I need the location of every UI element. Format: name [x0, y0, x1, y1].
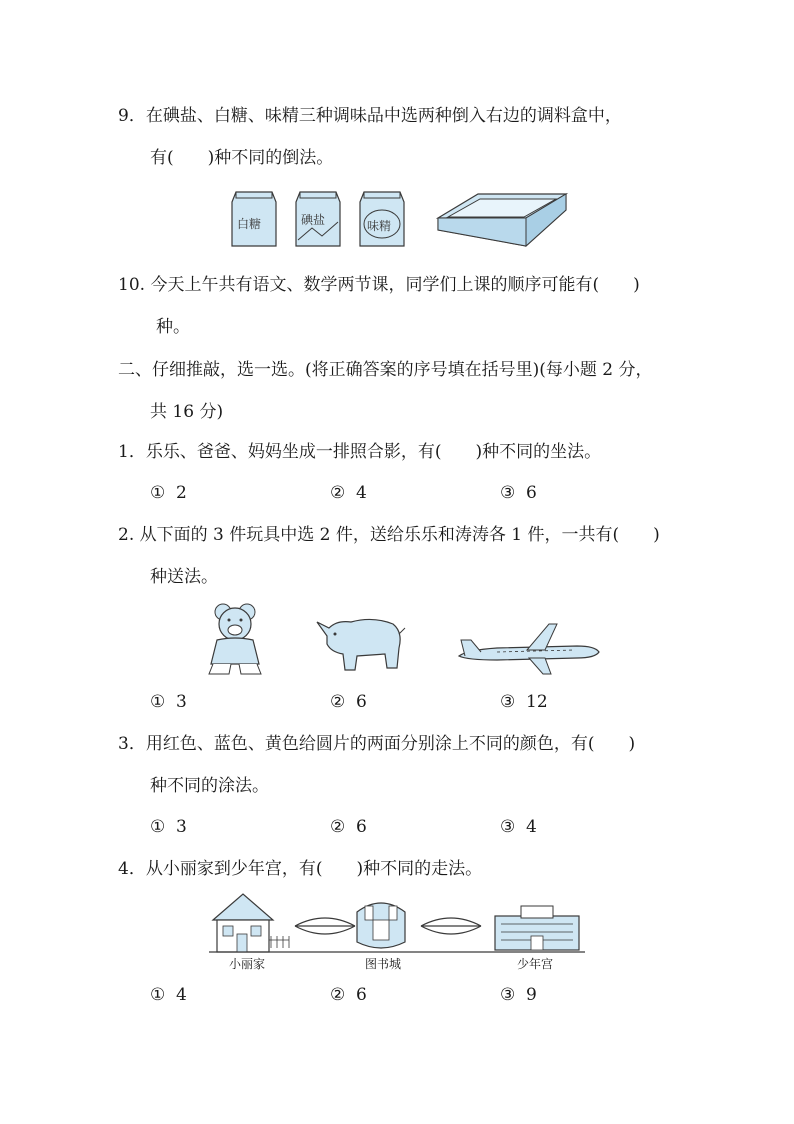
option-mark: ③ — [500, 817, 516, 837]
option-mark: ① — [150, 985, 166, 1005]
section2-heading-line1: 二、仔细推敲，选一选。(将正确答案的序号填在括号里)(每小题 2 分， — [118, 360, 653, 380]
bag-label-salt: 碘盐 — [301, 213, 326, 227]
option-value: 4 — [176, 985, 187, 1005]
s2q2-option-2 — [330, 691, 367, 713]
option-mark: ② — [330, 483, 346, 503]
youth-palace-image — [495, 906, 579, 950]
seasoning-tray-image — [438, 194, 566, 246]
option-value: 6 — [526, 483, 537, 503]
section2-heading-line2: 共 16 分) — [150, 402, 224, 422]
s2q3-option-3 — [500, 816, 537, 838]
s2q2-option-3 — [500, 691, 548, 713]
option-mark: ② — [330, 817, 346, 837]
rhino-toy-image — [317, 619, 405, 670]
bear-toy-image — [209, 604, 261, 674]
option-mark: ① — [150, 483, 166, 503]
option-mark: ① — [150, 692, 166, 712]
option-value: 6 — [356, 692, 367, 712]
s2q4-option-3 — [500, 984, 537, 1006]
option-value: 2 — [176, 483, 187, 503]
option-value: 12 — [526, 692, 548, 712]
airplane-toy-image — [459, 624, 599, 674]
bag-label-sugar: 白糖 — [237, 217, 262, 231]
s2q1-option-1 — [150, 482, 187, 504]
toys-illustration — [195, 598, 605, 680]
bag-sugar-image — [232, 192, 276, 246]
bag-salt-image — [296, 192, 340, 246]
option-value: 3 — [176, 692, 187, 712]
option-mark: ② — [330, 692, 346, 712]
place-label-home: 小丽家 — [229, 957, 266, 971]
s2q1-text: 1．乐乐、爸爸、妈妈坐成一排照合影，有( )种不同的坐法。 — [118, 442, 602, 462]
bag-msg-image — [360, 192, 404, 246]
s2q3-text-line1: 3．用红色、蓝色、黄色给圆片的两面分别涂上不同的颜色，有( ) — [118, 734, 636, 754]
q9-text-line1: 9．在碘盐、白糖、味精三种调味品中选两种倒入右边的调料盒中， — [118, 106, 622, 126]
s2q3-text-line2: 种不同的涂法。 — [150, 776, 269, 796]
option-mark: ③ — [500, 985, 516, 1005]
bag-label-msg: 味精 — [367, 219, 392, 233]
s2q1-option-3 — [500, 482, 537, 504]
option-value: 4 — [526, 817, 537, 837]
s2q3-option-1 — [150, 816, 187, 838]
option-value: 9 — [526, 985, 537, 1005]
option-value: 4 — [356, 483, 367, 503]
s2q4-option-1 — [150, 984, 187, 1006]
s2q2-text-line1: 2. 从下面的 3 件玩具中选 2 件，送给乐乐和涛涛各 1 件，一共有( ) — [118, 525, 660, 545]
routes-library-to-palace — [421, 918, 481, 934]
s2q3-option-2 — [330, 816, 367, 838]
s2q2-option-1 — [150, 691, 187, 713]
seasoning-illustration — [228, 188, 568, 250]
option-mark: ③ — [500, 692, 516, 712]
option-mark: ② — [330, 985, 346, 1005]
place-label-library: 图书城 — [365, 957, 402, 971]
s2q4-option-2 — [330, 984, 367, 1006]
q9-text-line2: 有( )种不同的倒法。 — [150, 148, 334, 168]
option-value: 6 — [356, 817, 367, 837]
library-image — [357, 903, 405, 948]
s2q4-text: 4．从小丽家到少年宫，有( )种不同的走法。 — [118, 859, 483, 879]
q10-text-line1: 10. 今天上午共有语文、数学两节课，同学们上课的顺序可能有( ) — [118, 275, 640, 295]
route-map-illustration — [205, 890, 595, 972]
routes-home-to-library — [295, 918, 355, 934]
q10-text-line2: 种。 — [156, 317, 190, 337]
option-mark: ① — [150, 817, 166, 837]
option-value: 3 — [176, 817, 187, 837]
house-image — [213, 894, 289, 952]
option-value: 6 — [356, 985, 367, 1005]
option-mark: ③ — [500, 483, 516, 503]
place-label-youth-palace: 少年宫 — [517, 957, 554, 971]
s2q1-option-2 — [330, 482, 367, 504]
s2q2-text-line2: 种送法。 — [150, 567, 218, 587]
